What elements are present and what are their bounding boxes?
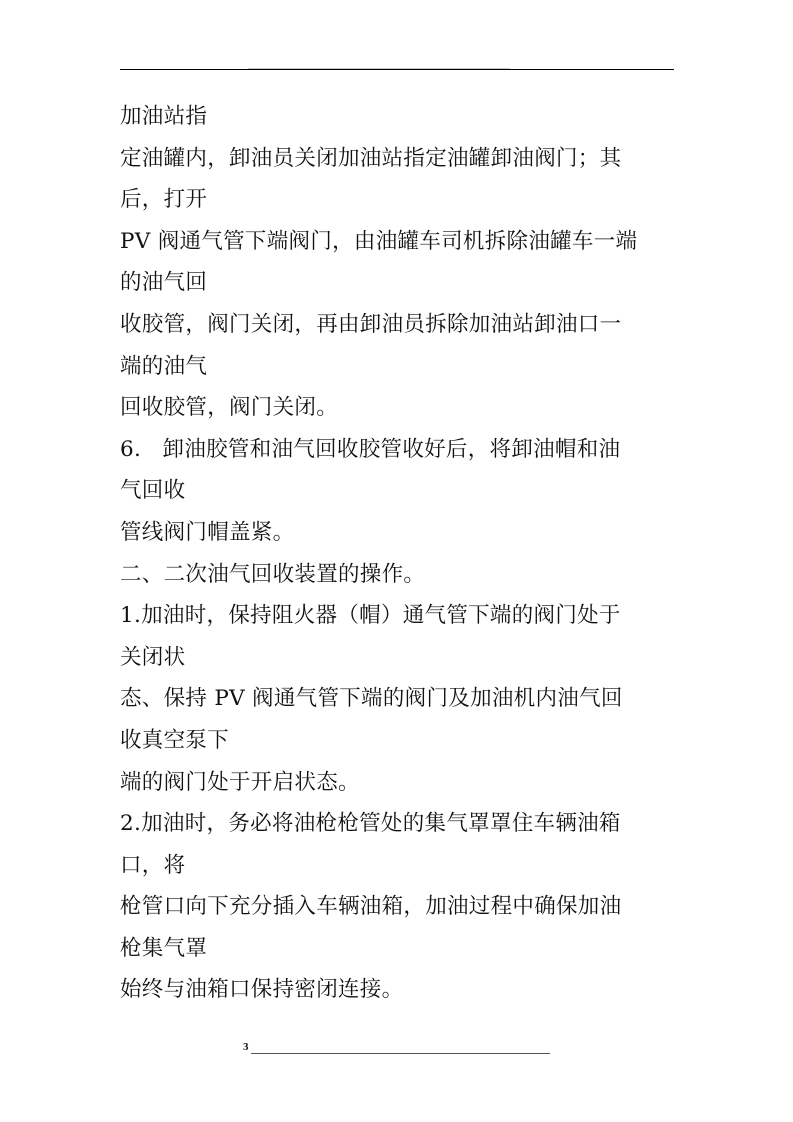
list-item-6: 6. 卸油胶管和油气回收胶管收好后，将卸油帽和油 — [120, 436, 621, 462]
text-line: 回收胶管，阀门关闭。 — [120, 395, 339, 421]
text-line: 枪管口向下充分插入车辆油箱，加油过程中确保加油 — [120, 894, 622, 920]
text-line: 收胶管，阀门关闭，再由卸油员拆除加油站卸油口一 — [120, 311, 622, 337]
text-line: 后，打开 — [120, 187, 208, 213]
list-item-2: 2.加油时，务必将油枪枪管处的集气罩罩住车辆油箱 — [120, 811, 621, 837]
text-line: 加油站指 — [120, 104, 208, 129]
text-line: 枪集气罩 — [120, 935, 208, 961]
text-line: 关闭状 — [120, 644, 186, 670]
text-line: 端的油气 — [120, 353, 208, 379]
page-number: 3 — [243, 1041, 249, 1053]
page-footer — [243, 1040, 553, 1056]
text-line: 定油罐内，卸油员关闭加油站指定油罐卸油阀门；其 — [120, 145, 622, 171]
text-line: 口，将 — [120, 852, 186, 878]
text-line: 管线阀门帽盖紧。 — [120, 519, 295, 545]
text-line: 收真空泵下 — [120, 727, 230, 753]
text-line: 的油气回 — [120, 270, 208, 296]
list-item-1: 1.加油时，保持阻火器（帽）通气管下端的阀门处于 — [120, 603, 621, 629]
text-line: 气回收 — [120, 478, 186, 504]
text-line: PV 阀通气管下端阀门，由油罐车司机拆除油罐车一端 — [120, 228, 638, 254]
text-line: 始终与油箱口保持密闭连接。 — [120, 977, 404, 1003]
footer-rule — [251, 1053, 550, 1054]
text-line: 态、保持 PV 阀通气管下端的阀门及加油机内油气回 — [120, 686, 623, 712]
document-body — [120, 96, 680, 1011]
text-line: 端的阀门处于开启状态。 — [120, 769, 360, 795]
header-rule — [120, 69, 674, 70]
section-heading: 二、二次油气回收装置的操作。 — [120, 561, 426, 587]
